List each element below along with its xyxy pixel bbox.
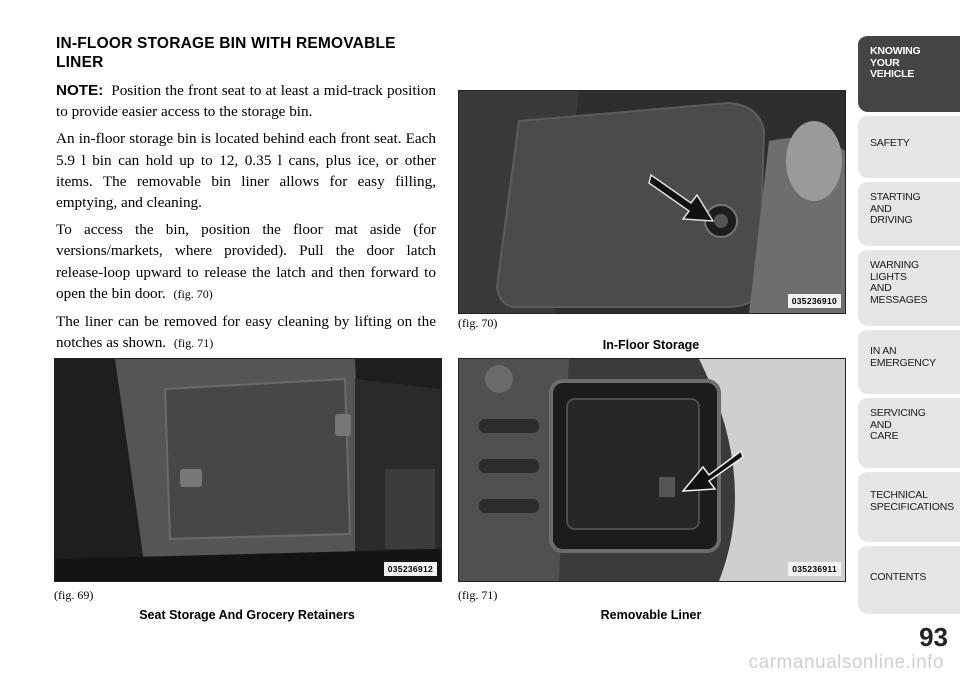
paragraph-2-text: To access the bin, position the floor mat aside (for versions/markets, where provided). Pull the door latch release-loop upward to release the latch and then forward to open the bin door. bbox=[56, 221, 436, 302]
fig-71-photo bbox=[458, 358, 846, 582]
tab-servicing-and-care[interactable]: SERVICING AND CARE bbox=[858, 396, 960, 468]
fig-69-photo bbox=[54, 358, 442, 582]
note-text: Position the front seat to at least a mid-track position to provide easier access to the storage bin. bbox=[56, 82, 436, 121]
tab-starting-and-driving[interactable]: STARTING AND DRIVING bbox=[858, 180, 960, 246]
paragraph-1: An in-floor storage bin is located behind each front seat. Each 5.9 l bin can hold up to 12, 0.35 l cans, plus ice, or other items. The removable bin liner allows for easy filling, emptying, and cleaning. bbox=[56, 130, 436, 212]
body-text bbox=[56, 80, 436, 360]
fig-69-label: (fig. 69) bbox=[54, 588, 94, 602]
fig-69-code: 035236912 bbox=[384, 562, 437, 576]
fig-71-reference[interactable]: (fig. 71) bbox=[173, 336, 214, 351]
note-label: NOTE: bbox=[56, 82, 104, 99]
fig-70-caption: In-Floor Storage bbox=[602, 338, 700, 352]
tab-knowing-your-vehicle[interactable]: KNOWING YOUR VEHICLE bbox=[858, 34, 960, 112]
fig-70-label: (fig. 70) bbox=[458, 316, 498, 330]
tab-in-an-emergency[interactable]: IN AN EMERGENCY bbox=[858, 328, 960, 394]
fig-69-caption: Seat Storage And Grocery Retainers bbox=[139, 608, 355, 622]
fig-71-label: (fig. 71) bbox=[458, 588, 498, 602]
page-number: 93 bbox=[919, 622, 948, 652]
fig-70-code: 035236910 bbox=[788, 294, 841, 308]
tab-contents[interactable]: CONTENTS bbox=[858, 544, 960, 614]
paragraph-3-text: The liner can be removed for easy cleaning by lifting on the notches as shown. bbox=[56, 313, 436, 352]
watermark: carmanualsonline.info bbox=[748, 652, 944, 673]
paragraph-3 bbox=[56, 311, 436, 354]
tab-warning-lights-and-messages[interactable]: WARNING LIGHTS AND MESSAGES bbox=[858, 248, 960, 326]
chapter-sidebar bbox=[858, 0, 960, 678]
fig-71-caption: Removable Liner bbox=[600, 608, 702, 622]
paragraph-2 bbox=[56, 219, 436, 305]
fig-71-code: 035236911 bbox=[788, 562, 841, 576]
fig-70-reference[interactable]: (fig. 70) bbox=[173, 286, 213, 301]
tab-technical-specifications[interactable]: TECHNICAL SPECIFICATIONS bbox=[858, 470, 960, 542]
note-paragraph bbox=[56, 80, 436, 122]
fig-70-photo bbox=[458, 90, 846, 314]
section-heading: IN-FLOOR STORAGE BIN WITH REMOVABLE LINER bbox=[56, 35, 396, 71]
tab-safety[interactable]: SAFETY bbox=[858, 114, 960, 178]
